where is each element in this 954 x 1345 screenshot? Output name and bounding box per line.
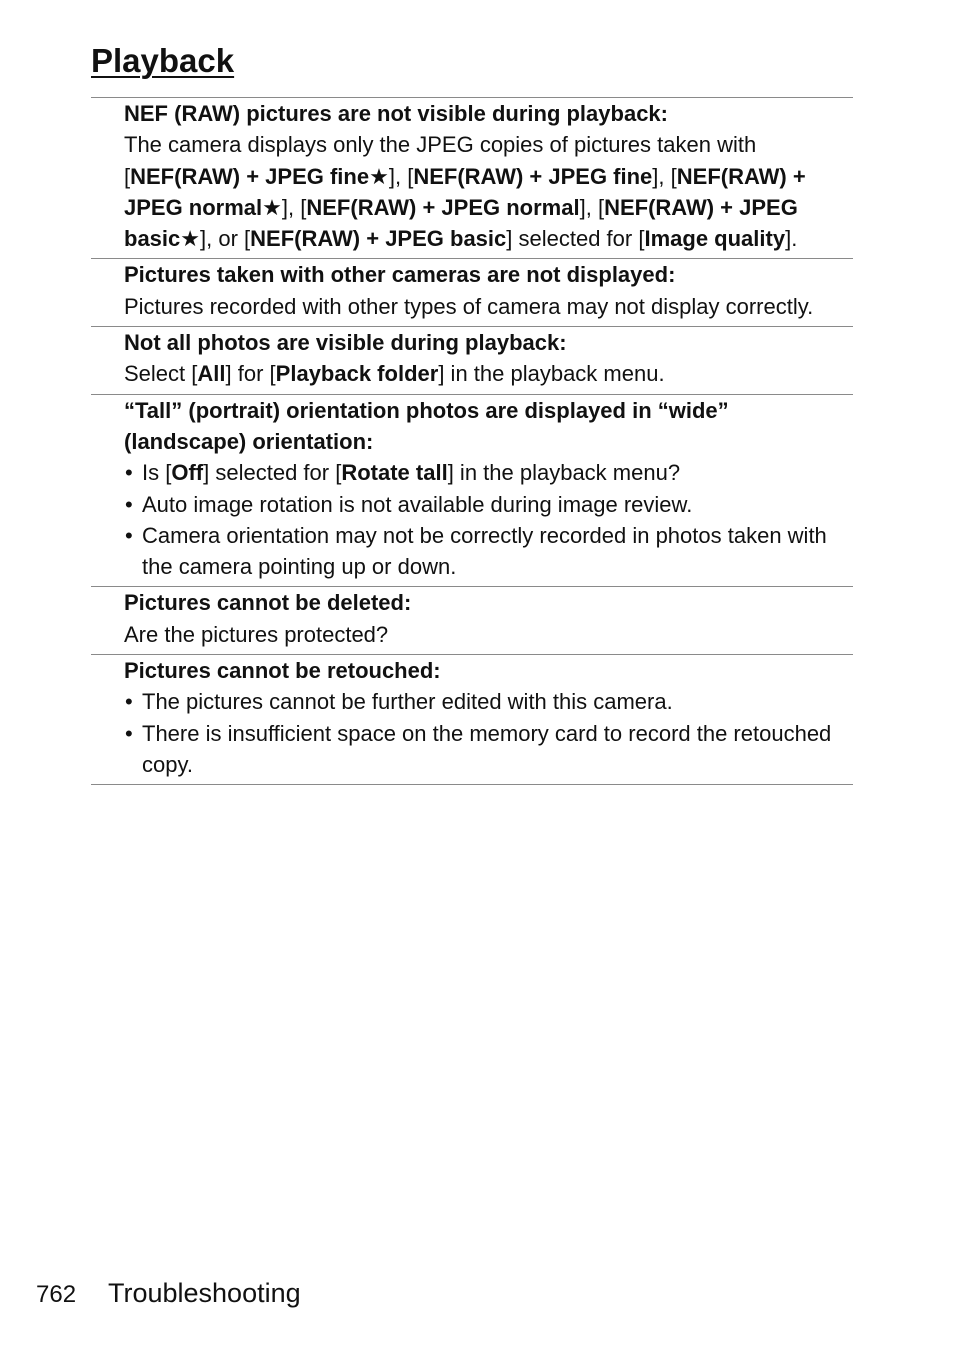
section-name: Troubleshooting [108, 1278, 301, 1308]
row-body: Are the pictures protected? [124, 621, 389, 647]
option: NEF(RAW) + JPEG normal [306, 194, 580, 220]
bullet-list [124, 686, 845, 780]
bullet-item: • Camera orientation may not be correctly recorded in photos taken with the camera pointing up or down. [124, 520, 845, 583]
option: NEF(RAW) + JPEG basic [250, 226, 507, 252]
setting-value: All [197, 361, 226, 387]
row-heading: NEF (RAW) pictures are not visible during playback: [124, 101, 668, 126]
setting-name: Playback folder [275, 361, 439, 387]
bullet-item: • The pictures cannot be further edited with this camera. [124, 686, 845, 717]
setting-value: Off [171, 460, 204, 486]
setting-name: Image quality [644, 226, 786, 252]
page-title: Playback [91, 42, 235, 79]
row-heading: Pictures cannot be deleted: [124, 590, 412, 616]
option: NEF(RAW) + JPEG basic★ [124, 194, 798, 252]
bullet-list [124, 457, 845, 582]
row-body: The camera displays only the JPEG copies of pictures taken with [NEF(RAW) + JPEG fine★], [NEF(RAW) + JPEG fine], [NEF(RAW) + JPEG normal★], [NEF(RAW) + JPEG normal], [NEF(RAW) + JPEG basic★], or [NEF(RAW) + JPEG basic] selected for [Image quality]. [124, 132, 806, 252]
setting-name: Rotate tall [341, 460, 448, 486]
table-row [91, 327, 853, 395]
bullet-item: • Auto image rotation is not available during image review. [124, 489, 845, 520]
troubleshooting-table [91, 97, 853, 785]
row-heading: Pictures taken with other cameras are not displayed: [124, 262, 676, 288]
row-body: Select [All] for [Playback folder] in the playback menu. [124, 361, 665, 387]
bullet-item: • There is insufficient space on the memory card to record the retouched copy. [124, 718, 845, 781]
table-row [91, 655, 853, 785]
bullet-item: • Is [Off] selected for [Rotate tall] in the playback menu? [124, 457, 845, 488]
option: NEF(RAW) + JPEG normal★ [124, 163, 806, 220]
table-row [91, 587, 853, 655]
option: NEF(RAW) + JPEG fine★ [130, 163, 389, 189]
row-heading: Pictures cannot be retouched: [124, 658, 441, 684]
table-row [91, 395, 853, 588]
row-heading: “Tall” (portrait) orientation photos are displayed in “wide” (landscape) orientation: [124, 397, 729, 454]
page-number: 762 [36, 1281, 77, 1308]
table-row [91, 98, 853, 259]
row-heading: Not all photos are visible during playback: [124, 330, 567, 356]
option: NEF(RAW) + JPEG fine [413, 163, 653, 189]
table-row [91, 259, 853, 327]
row-body: Pictures recorded with other types of camera may not display correctly. [124, 293, 814, 319]
page-footer [36, 1276, 301, 1312]
